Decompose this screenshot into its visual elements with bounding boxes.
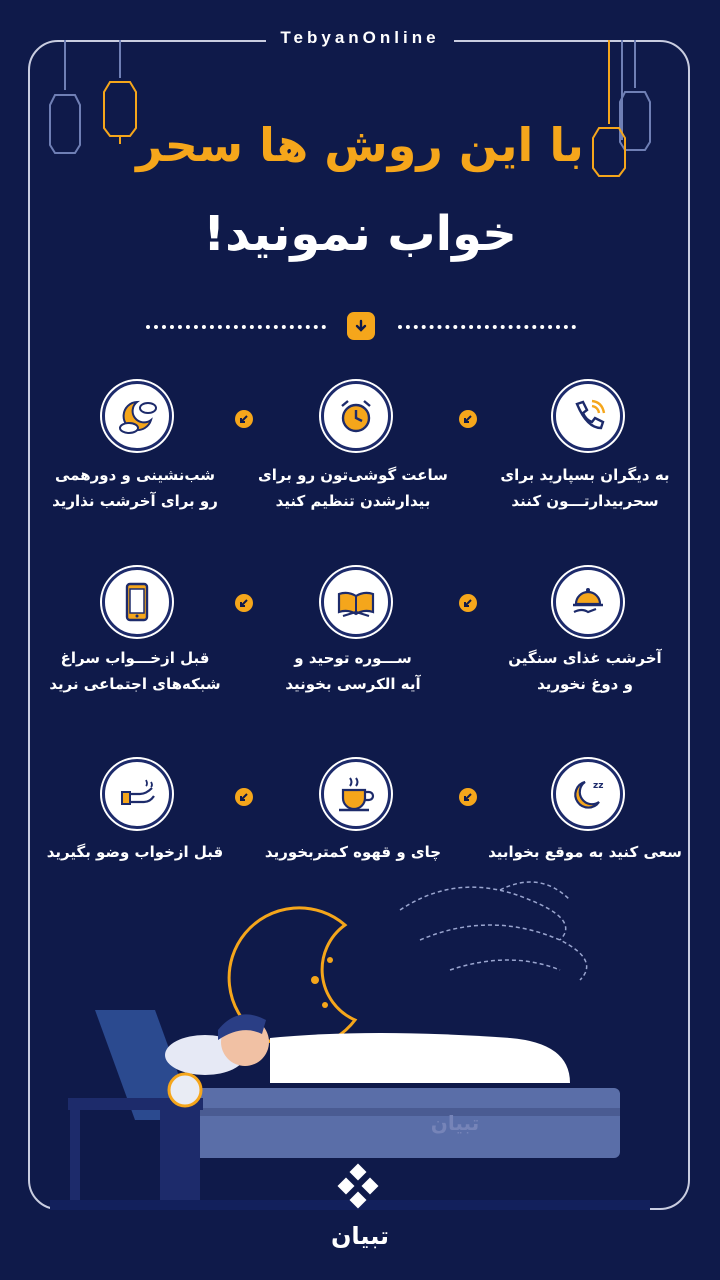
tip-line: شبکه‌های اجتماعی نرید	[49, 675, 221, 693]
alarm-clock-decoration	[169, 1074, 201, 1106]
title-line-1: با این روش ها سحر	[136, 118, 584, 172]
tip-line: شب‌نشینی و دورهمی	[54, 466, 215, 484]
sleeping-person-illustration	[0, 870, 720, 1230]
brand-logo-text: تبیان	[330, 1222, 390, 1250]
smartphone-icon	[102, 567, 172, 637]
phone-ringing-icon	[553, 381, 623, 451]
arrow-connector-5	[459, 788, 477, 806]
title-line-2: خواب نمونید!	[203, 206, 517, 262]
moon-clouds-icon	[102, 381, 172, 451]
tip-line: قبل ازخـــواب سراغ	[60, 649, 210, 667]
tip-label	[30, 645, 240, 697]
tip-line: ســـوره توحید و	[294, 649, 412, 667]
dotted-divider-left	[146, 325, 326, 333]
arrow-connector-3	[459, 594, 477, 612]
down-arrow-icon	[347, 312, 375, 340]
alarm-clock-icon	[321, 381, 391, 451]
tip-label	[248, 645, 458, 697]
tip-label	[480, 839, 690, 865]
tip-line: سحربیدارتـــون کنند	[511, 492, 659, 510]
quran-book-icon	[321, 567, 391, 637]
tip-line: و دوغ نخورید	[537, 675, 633, 693]
tip-label	[480, 645, 690, 697]
tip-line: چای و قهوه کمتربخورید	[264, 843, 442, 861]
sleeping-moon-icon	[553, 759, 623, 829]
tip-label	[480, 462, 690, 514]
wudu-hand-icon	[102, 759, 172, 829]
tip-line: ساعت گوشی‌تون رو برای	[258, 466, 448, 484]
tip-label	[248, 462, 458, 514]
tip-line: آخرشب غذای سنگین	[508, 649, 662, 667]
tip-line: رو برای آخرشب نذارید	[52, 492, 218, 510]
arrow-connector-2	[235, 410, 253, 428]
tip-line: آیه الکرسی بخونید	[285, 675, 421, 693]
tip-line: به دیگران بسپارید برای	[500, 466, 670, 484]
tip-line: قبل ازخواب وضو بگیرید	[46, 843, 224, 861]
dotted-divider-right	[398, 325, 576, 333]
coffee-cup-icon	[321, 759, 391, 829]
arrow-connector-1	[459, 410, 477, 428]
brand-site-name: TebyanOnline	[266, 28, 453, 48]
tip-line: بیدارشدن تنظیم کنید	[275, 492, 431, 510]
tip-label	[30, 462, 240, 514]
serving-dish-icon	[553, 567, 623, 637]
tip-label	[248, 839, 458, 865]
arrow-connector-6	[235, 788, 253, 806]
svg-text:zz: zz	[593, 781, 604, 791]
tip-line: سعی کنید به موقع بخوابید	[488, 843, 682, 861]
arrow-connector-4	[235, 594, 253, 612]
tip-label	[30, 839, 240, 865]
watermark-text: تبیان	[430, 1111, 480, 1135]
